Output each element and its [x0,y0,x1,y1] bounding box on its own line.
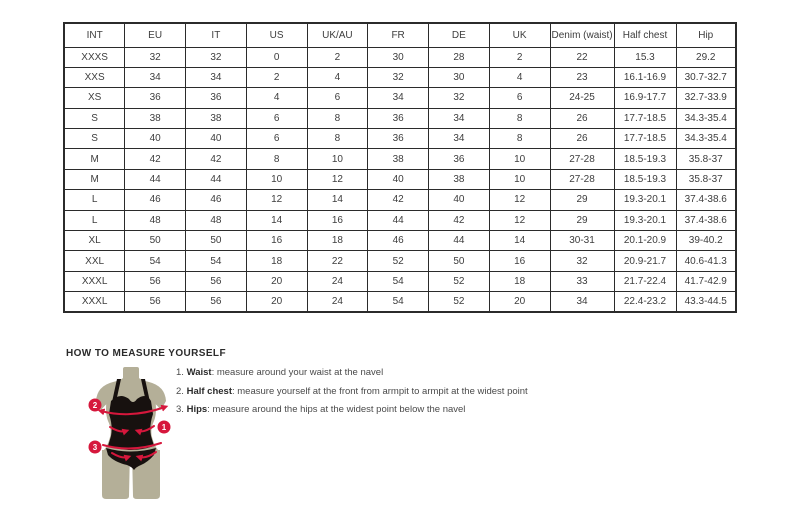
item-number: 1. [176,367,184,378]
table-cell: 36 [368,129,429,149]
mannequin-illustration [84,366,184,504]
table-cell: 20 [246,271,307,291]
table-cell: 38 [368,149,429,169]
table-cell: S [64,129,125,149]
table-cell: 34.3-35.4 [676,129,736,149]
table-cell: 32 [125,47,186,67]
table-cell: 20 [489,292,550,312]
item-text: : measure yourself at the front from armpit to armpit at the widest point [231,385,528,397]
table-cell: 29 [550,210,614,230]
table-cell: 16 [246,231,307,251]
table-cell: 36 [186,88,247,108]
table-cell: 39-40.2 [676,231,736,251]
table-cell: 19.3-20.1 [614,210,676,230]
measure-section-heading: HOW TO MEASURE YOURSELF [66,348,226,359]
table-cell: 46 [368,231,429,251]
table-cell: 42 [186,149,247,169]
column-header: Hip [676,23,736,47]
table-cell: 14 [489,231,550,251]
table-cell: 54 [368,292,429,312]
table-cell: 10 [307,149,368,169]
table-cell: 29 [550,190,614,210]
table-row [64,129,736,149]
table-cell: 8 [489,108,550,128]
measure-item-half-chest [176,387,596,397]
table-row [64,149,736,169]
table-cell: 34.3-35.4 [676,108,736,128]
table-row [64,67,736,87]
table-cell: 8 [307,129,368,149]
table-cell: 10 [246,169,307,189]
table-cell: 42 [368,190,429,210]
column-header: INT [64,23,125,47]
table-cell: 50 [186,231,247,251]
table-cell: XXXL [64,271,125,291]
table-cell: 37.4-38.6 [676,190,736,210]
table-cell: 14 [246,210,307,230]
table-cell: 34 [186,67,247,87]
table-cell: 34 [429,108,490,128]
table-cell: 20 [246,292,307,312]
table-cell: 30.7-32.7 [676,67,736,87]
item-number: 2. [176,385,184,397]
table-cell: 8 [246,149,307,169]
table-cell: 40 [429,190,490,210]
table-row [64,292,736,312]
table-cell: 37.4-38.6 [676,210,736,230]
table-cell: 12 [489,190,550,210]
table-cell: 36 [429,149,490,169]
table-cell: 34 [125,67,186,87]
table-cell: 10 [489,149,550,169]
item-label: Hips [186,404,208,415]
table-cell: 8 [489,129,550,149]
table-cell: L [64,210,125,230]
table-cell: 24-25 [550,88,614,108]
table-cell: 38 [186,108,247,128]
table-cell: 50 [429,251,490,271]
header-row [64,23,736,47]
table-cell: 46 [186,190,247,210]
table-cell: 4 [307,67,368,87]
table-cell: 38 [429,169,490,189]
table-cell: 18 [489,271,550,291]
table-cell: XXS [64,67,125,87]
table-cell: 48 [186,210,247,230]
table-cell: 19.3-20.1 [614,190,676,210]
table-cell: 32 [429,88,490,108]
table-cell: 20.9-21.7 [614,251,676,271]
hips-badge: 3 [92,443,98,452]
table-cell: 29.2 [676,47,736,67]
size-chart-table [63,22,737,313]
table-cell: S [64,108,125,128]
measure-instructions [176,368,596,424]
table-cell: 44 [368,210,429,230]
table-cell: 27-28 [550,169,614,189]
table-cell: 6 [489,88,550,108]
table-cell: 18 [246,251,307,271]
table-cell: 54 [125,251,186,271]
table-cell: 36 [368,108,429,128]
table-cell: 42 [429,210,490,230]
table-row [64,231,736,251]
table-cell: XL [64,231,125,251]
table-cell: 52 [429,292,490,312]
table-cell: 32 [550,251,614,271]
table-row [64,88,736,108]
item-text: : measure around your waist at the navel [211,367,384,378]
table-cell: 41.7-42.9 [676,271,736,291]
table-cell: 12 [307,169,368,189]
table-cell: 17.7-18.5 [614,129,676,149]
column-header: Denim (waist) [550,23,614,47]
table-cell: 2 [489,47,550,67]
column-header: DE [429,23,490,47]
table-cell: 54 [368,271,429,291]
table-row [64,210,736,230]
table-cell: 16.1-16.9 [614,67,676,87]
table-cell: 17.7-18.5 [614,108,676,128]
table-cell: 43.3-44.5 [676,292,736,312]
column-header: Half chest [614,23,676,47]
table-cell: 18.5-19.3 [614,169,676,189]
table-cell: 34 [429,129,490,149]
table-cell: 12 [246,190,307,210]
table-row [64,190,736,210]
table-cell: 30 [368,47,429,67]
waist-badge: 1 [161,423,167,432]
table-cell: 56 [186,271,247,291]
table-cell: M [64,169,125,189]
table-cell: 48 [125,210,186,230]
table-cell: 32 [368,67,429,87]
table-cell: XXXS [64,47,125,67]
table-cell: 24 [307,292,368,312]
column-header: US [246,23,307,47]
table-cell: 10 [489,169,550,189]
table-cell: 23 [550,67,614,87]
table-cell: 40 [368,169,429,189]
table-cell: 18.5-19.3 [614,149,676,169]
table-cell: L [64,190,125,210]
table-cell: 2 [246,67,307,87]
table-cell: XXXL [64,292,125,312]
column-header: UK/AU [307,23,368,47]
table-cell: 4 [246,88,307,108]
table-cell: 2 [307,47,368,67]
table-cell: 22 [550,47,614,67]
measure-item-waist [176,368,596,378]
table-row [64,47,736,67]
table-cell: 12 [489,210,550,230]
table-cell: 54 [186,251,247,271]
table-cell: 34 [368,88,429,108]
item-text: : measure around the hips at the widest point below the navel [207,404,466,415]
table-cell: 32.7-33.9 [676,88,736,108]
table-cell: 0 [246,47,307,67]
table-cell: 34 [550,292,614,312]
table-cell: 30 [429,67,490,87]
table-cell: 20.1-20.9 [614,231,676,251]
table-cell: 40.6-41.3 [676,251,736,271]
item-label: Half chest [186,385,232,397]
table-cell: 56 [125,292,186,312]
table-cell: 16 [307,210,368,230]
table-cell: 6 [246,129,307,149]
table-cell: XXL [64,251,125,271]
table-cell: 52 [368,251,429,271]
table-cell: 42 [125,149,186,169]
table-cell: 56 [125,271,186,291]
table-cell: 14 [307,190,368,210]
column-header: FR [368,23,429,47]
table-cell: 6 [307,88,368,108]
table-row [64,169,736,189]
table-cell: 27-28 [550,149,614,169]
table-row [64,108,736,128]
table-cell: 44 [429,231,490,251]
table-cell: 56 [186,292,247,312]
table-cell: 16.9-17.7 [614,88,676,108]
table-cell: 15.3 [614,47,676,67]
measurement-figure [84,366,184,504]
item-label: Waist [186,367,212,378]
table-cell: 44 [125,169,186,189]
table-cell: 40 [125,129,186,149]
table-cell: 4 [489,67,550,87]
table-cell: 22 [307,251,368,271]
item-number: 3. [176,404,184,415]
table-row [64,271,736,291]
table-cell: 33 [550,271,614,291]
table-cell: 24 [307,271,368,291]
table-cell: 40 [186,129,247,149]
table-cell: 46 [125,190,186,210]
chest-badge: 2 [92,401,98,410]
table-cell: 28 [429,47,490,67]
table-cell: 52 [429,271,490,291]
table-cell: 30-31 [550,231,614,251]
table-cell: 21.7-22.4 [614,271,676,291]
table-cell: 35.8-37 [676,169,736,189]
table-cell: 26 [550,129,614,149]
table-cell: 6 [246,108,307,128]
column-header: EU [125,23,186,47]
column-header: UK [489,23,550,47]
table-cell: M [64,149,125,169]
table-cell: 35.8-37 [676,149,736,169]
column-header: IT [186,23,247,47]
table-cell: 32 [186,47,247,67]
table-cell: 22.4-23.2 [614,292,676,312]
measure-item-hips [176,405,596,415]
table-cell: 50 [125,231,186,251]
table-cell: 26 [550,108,614,128]
table-cell: 44 [186,169,247,189]
table-cell: 16 [489,251,550,271]
table-cell: 36 [125,88,186,108]
table-cell: 18 [307,231,368,251]
table-cell: 38 [125,108,186,128]
table-cell: XS [64,88,125,108]
table-cell: 8 [307,108,368,128]
table-row [64,251,736,271]
